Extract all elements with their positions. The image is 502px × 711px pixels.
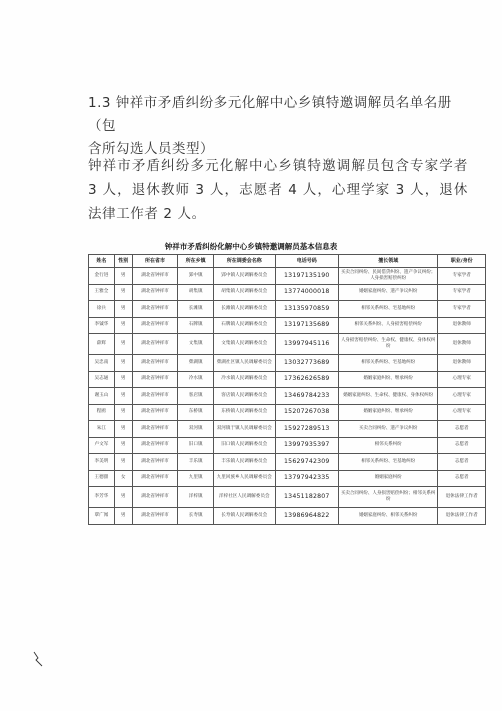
cell-committee: 长寿镇人民调解委员会 xyxy=(214,508,276,525)
mediator-roster-table xyxy=(88,254,486,525)
column-header: 电话号码 xyxy=(275,255,339,268)
cell-role: 退休教师 xyxy=(438,317,486,334)
cell-phone: 13997935397 xyxy=(275,437,339,454)
table-row xyxy=(89,355,486,372)
cell-province: 湖北省钟祥市 xyxy=(132,301,178,318)
table-row xyxy=(89,284,486,301)
cell-town: 洋梓镇 xyxy=(178,487,214,508)
cell-town: 九里镇 xyxy=(178,470,214,487)
cell-role: 心理专家 xyxy=(438,404,486,421)
cell-town: 客店镇 xyxy=(178,388,214,405)
cell-committee: 长滩镇人民调解委员会 xyxy=(214,301,276,318)
cell-town: 柴湖镇 xyxy=(178,355,214,372)
table-row xyxy=(89,454,486,471)
section-heading-line-1: 1.3 钟祥市矛盾纠纷多元化解中心乡镇特邀调解员名单名册（包 xyxy=(88,95,452,134)
cell-role: 心理专家 xyxy=(438,371,486,388)
column-header: 擅长领域 xyxy=(339,255,438,268)
cell-gender: 男 xyxy=(114,508,132,525)
cell-gender: 男 xyxy=(114,268,132,285)
column-header: 所在省市 xyxy=(132,255,178,268)
cell-phone: 13135970859 xyxy=(275,301,339,318)
cell-specialty: 婚姻家庭纠纷、相邻关系纠纷 xyxy=(339,508,438,525)
cell-specialty: 婚姻家庭纠纷、遗产争议纠纷 xyxy=(339,284,438,301)
section-heading xyxy=(88,92,468,161)
cell-specialty: 婚姻家庭纠纷 xyxy=(339,470,438,487)
cell-gender: 男 xyxy=(114,355,132,372)
cell-gender: 男 xyxy=(114,371,132,388)
cell-role: 退休法律工作者 xyxy=(438,508,486,525)
cell-town: 冷水镇 xyxy=(178,371,214,388)
table-row xyxy=(89,421,486,438)
cell-name: 吴忠南 xyxy=(89,355,115,372)
cell-phone: 13197135689 xyxy=(275,317,339,334)
table-row xyxy=(89,508,486,525)
cell-town: 长寿镇 xyxy=(178,508,214,525)
cell-phone: 13997945116 xyxy=(275,334,339,355)
cell-committee: 九里回族乡人民调解委员会 xyxy=(214,470,276,487)
cell-gender: 男 xyxy=(114,388,132,405)
cell-gender: 男 xyxy=(114,301,132,318)
column-header: 所在乡镇 xyxy=(178,255,214,268)
table-row xyxy=(89,404,486,421)
cell-name: 吴志通 xyxy=(89,371,115,388)
cell-role: 志愿者 xyxy=(438,454,486,471)
cell-specialty: 买卖合同纠纷、民间借贷纠纷、遗产争议纠纷；人身损害赔偿纠纷 xyxy=(339,268,438,285)
cell-name: 覃广闻 xyxy=(89,508,115,525)
cell-phone: 17362626589 xyxy=(275,371,339,388)
cell-province: 湖北省钟祥市 xyxy=(132,334,178,355)
cell-committee: 旧口镇人民调解委员会 xyxy=(214,437,276,454)
cell-committee: 石牌镇人民调解委员会 xyxy=(214,317,276,334)
cell-role: 专家学者 xyxy=(438,284,486,301)
cell-specialty: 婚姻家庭纠纷、继承纠纷 xyxy=(339,404,438,421)
table-row xyxy=(89,487,486,508)
cell-province: 湖北省钟祥市 xyxy=(132,317,178,334)
table-row xyxy=(89,317,486,334)
column-header: 职业/身份 xyxy=(438,255,486,268)
table-body xyxy=(89,268,486,525)
cell-name: 谢玉山 xyxy=(89,388,115,405)
cell-town: 旧口镇 xyxy=(178,437,214,454)
cell-phone: 13032773689 xyxy=(275,355,339,372)
cell-gender: 男 xyxy=(114,437,132,454)
column-header: 所在调委会名称 xyxy=(214,255,276,268)
cell-committee: 东桥镇人民调解委员会 xyxy=(214,404,276,421)
table-header-row xyxy=(89,255,486,268)
cell-committee: 双河镇于镇人民调解委员会 xyxy=(214,421,276,438)
cell-province: 湖北省钟祥市 xyxy=(132,487,178,508)
cell-province: 湖北省钟祥市 xyxy=(132,268,178,285)
cell-gender: 男 xyxy=(114,284,132,301)
cell-role: 志愿者 xyxy=(438,470,486,487)
table-title: 钟祥市矛盾纠纷化解中心乡镇特邀调解员基本信息表 xyxy=(164,242,338,251)
cell-name: 李美明 xyxy=(89,454,115,471)
cell-gender: 男 xyxy=(114,487,132,508)
cell-specialty: 相邻关系纠纷、宅基地纠纷 xyxy=(339,355,438,372)
cell-name: 李芳华 xyxy=(89,487,115,508)
cell-name: 朱江 xyxy=(89,421,115,438)
cell-name: 徐兵 xyxy=(89,301,115,318)
cell-phone: 15207267038 xyxy=(275,404,339,421)
table-row xyxy=(89,334,486,355)
table-row xyxy=(89,268,486,285)
cell-town: 郢中镇 xyxy=(178,268,214,285)
cell-gender: 女 xyxy=(114,470,132,487)
cell-phone: 13797942335 xyxy=(275,470,339,487)
cell-role: 心理专家 xyxy=(438,388,486,405)
table-row xyxy=(89,301,486,318)
cell-name: 程鸥 xyxy=(89,404,115,421)
cell-name: 金行进 xyxy=(89,268,115,285)
cell-phone: 13197135190 xyxy=(275,268,339,285)
cell-name: 王德甜 xyxy=(89,470,115,487)
cell-phone: 13986964822 xyxy=(275,508,339,525)
cell-committee: 客店镇人民调解委员会 xyxy=(214,388,276,405)
cell-town: 胡集镇 xyxy=(178,284,214,301)
cell-role: 专家学者 xyxy=(438,301,486,318)
cell-town: 长滩镇 xyxy=(178,301,214,318)
column-header: 性别 xyxy=(114,255,132,268)
cell-committee: 柴湖社区镇人民调解委员会 xyxy=(214,355,276,372)
table-row xyxy=(89,470,486,487)
cell-role: 退休教师 xyxy=(438,334,486,355)
cell-committee: 胡集镇人民调解委员会 xyxy=(214,284,276,301)
cell-province: 湖北省钟祥市 xyxy=(132,355,178,372)
cell-specialty: 相邻关系纠纷、人身损害赔偿纠纷 xyxy=(339,317,438,334)
cell-specialty: 买卖合同纠纷、遗产争议纠纷 xyxy=(339,421,438,438)
cell-phone: 13469784233 xyxy=(275,388,339,405)
cell-committee: 洋梓社区人民调解委员会 xyxy=(214,487,276,508)
cell-phone: 15629742309 xyxy=(275,454,339,471)
cell-role: 专家学者 xyxy=(438,268,486,285)
cell-name: 卢文军 xyxy=(89,437,115,454)
cell-specialty: 婚姻家庭纠纷、继承纠纷 xyxy=(339,371,438,388)
cell-province: 湖北省钟祥市 xyxy=(132,284,178,301)
cell-province: 湖北省钟祥市 xyxy=(132,437,178,454)
summary-paragraph: 钟祥市矛盾纠纷多元化解中心乡镇特邀调解员包含专家学者 3 人，退休教师 3 人，志愿者 4 人，心理学家 3 人，退休法律工作者 2 人。 xyxy=(88,157,468,222)
cell-specialty: 相邻关系纠纷、宅基地纠纷 xyxy=(339,301,438,318)
cell-role: 退休法律工作者 xyxy=(438,487,486,508)
cell-phone: 13774000018 xyxy=(275,284,339,301)
cell-province: 湖北省钟祥市 xyxy=(132,421,178,438)
cell-town: 双河镇 xyxy=(178,421,214,438)
cell-province: 湖北省钟祥市 xyxy=(132,388,178,405)
table-row xyxy=(89,437,486,454)
column-header: 姓名 xyxy=(89,255,115,268)
cell-name: 李钺华 xyxy=(89,317,115,334)
table-row xyxy=(89,388,486,405)
cell-specialty: 买卖合同纠纷、人身损害赔偿纠纷；相邻关系纠纷 xyxy=(339,487,438,508)
cell-gender: 男 xyxy=(114,404,132,421)
cell-province: 湖北省钟祥市 xyxy=(132,371,178,388)
cell-town: 东桥镇 xyxy=(178,404,214,421)
cell-committee: 郢中镇人民调解委员会 xyxy=(214,268,276,285)
cell-gender: 男 xyxy=(114,334,132,355)
cell-specialty: 相邻关系纠纷 xyxy=(339,437,438,454)
cell-committee: 丰乐镇人民调解委员会 xyxy=(214,454,276,471)
cell-province: 湖北省钟祥市 xyxy=(132,470,178,487)
cell-province: 湖北省钟祥市 xyxy=(132,508,178,525)
section-heading-line-2: 含所勾选人员类型） xyxy=(88,141,214,157)
cell-committee: 冷水镇人民调解委员会 xyxy=(214,371,276,388)
cell-role: 志愿者 xyxy=(438,421,486,438)
cell-name: 薛辉 xyxy=(89,334,115,355)
cell-specialty: 人身损害赔偿纠纷、生命权、健康权、身体权纠纷 xyxy=(339,334,438,355)
cell-role: 退休教师 xyxy=(438,355,486,372)
cell-gender: 男 xyxy=(114,454,132,471)
cell-phone: 13451182807 xyxy=(275,487,339,508)
pen-mark xyxy=(32,651,46,667)
cell-town: 石牌镇 xyxy=(178,317,214,334)
table-row xyxy=(89,371,486,388)
cell-town: 丰乐镇 xyxy=(178,454,214,471)
cell-gender: 男 xyxy=(114,317,132,334)
cell-province: 湖北省钟祥市 xyxy=(132,404,178,421)
cell-specialty: 相邻关系纠纷、宅基地纠纷 xyxy=(339,454,438,471)
cell-committee: 文集镇人民调解委员会 xyxy=(214,334,276,355)
cell-town: 文集镇 xyxy=(178,334,214,355)
cell-name: 王雅全 xyxy=(89,284,115,301)
cell-phone: 15927289513 xyxy=(275,421,339,438)
cell-specialty: 婚姻家庭纠纷、生命权、健康权、身体权纠纷 xyxy=(339,388,438,405)
cell-gender: 男 xyxy=(114,421,132,438)
cell-role: 志愿者 xyxy=(438,437,486,454)
cell-province: 湖北省钟祥市 xyxy=(132,454,178,471)
